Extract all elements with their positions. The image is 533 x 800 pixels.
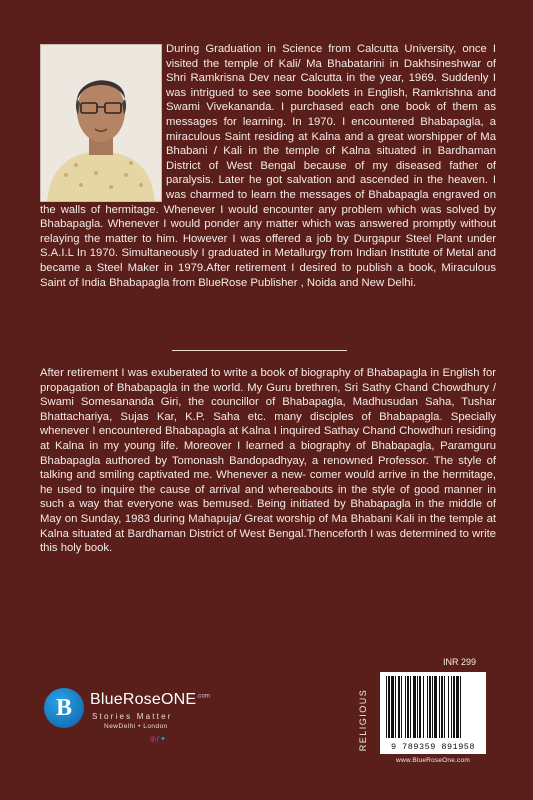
barcode-bar xyxy=(434,676,437,738)
barcode-bar xyxy=(444,676,445,738)
barcode-bar xyxy=(456,676,459,738)
barcode-bar xyxy=(386,676,387,738)
paragraph-2: After retirement I was exuberated to write a book of biography of Bhabapagla in English for propagation of Bhabapagla in the world. My Guru brethren, Sri Sathy Chand Chowdhury / Swami Somesananda Giri, the councillor of Bhabapagla, Madhusudan Saha, Tushar Bhattachariya, Sujas Kar, K.P. Saha etc. many disciples of Bhabapagla. Specially whenever I encountered Bhabapagla at Kalna I inquired Sathay Chand Chowdhuri residing at Kalna in my young life. Moreover I learned a biography of Bhabapagla, Paramguru Bhabapagla authored by Tomonash Bandopadhyay, a renowned Professor. The style of talking and smiling captivated me. Whenever a new- comer would arrive in the hermitage, he used to inquire the cause of arrival and whereabouts in the style of good manner in such a way that everyone was bemused. Being initiated by Bhabapagla in the middle of May on Sunday, 1983 during Mahapuja/ Great worship of Ma Bhabani Kali in the temple at Kalna situated at Bardhaman District of West Bengal.Thenceforth I was determined to write this holy book. xyxy=(40,367,496,555)
barcode-bar xyxy=(405,676,406,738)
instagram-icon: ◎ xyxy=(150,736,157,743)
barcode-bar xyxy=(429,676,431,738)
barcode-bar xyxy=(391,676,394,738)
publisher-tagline: Stories Matter xyxy=(92,712,173,721)
barcode-bar xyxy=(448,676,449,738)
author-portrait-image xyxy=(41,45,161,201)
barcode-bar xyxy=(439,676,440,738)
barcode-bar xyxy=(407,676,409,738)
section-divider xyxy=(172,350,347,351)
barcode-bar xyxy=(427,676,428,738)
barcode-bars xyxy=(384,676,482,738)
barcode-bar xyxy=(423,676,424,738)
barcode-bar xyxy=(398,676,400,738)
barcode-bar xyxy=(441,676,443,738)
publisher-dotcom: .com xyxy=(196,693,211,700)
publisher-locations: NewDelhi • London xyxy=(104,723,168,730)
barcode-bar xyxy=(401,676,402,738)
barcode-bar xyxy=(432,676,433,738)
genre-text: RELIGIOUS xyxy=(358,688,368,751)
bluerose-logo-icon xyxy=(44,688,84,728)
barcode-bar xyxy=(451,676,452,738)
isbn-barcode xyxy=(380,672,486,754)
twitter-icon: ✦ xyxy=(160,736,166,743)
paragraph-1-text: During Graduation in Science from Calcutta University, once I visited the temple of Kali/ Ma Bhabatarini in Dakhsineshwar of Shri Ramkrisna Dev near Calcutta in the year, 1969. Suddenly I was intrigued to see some booklets in English, Ramkrishna and Swami Vivekananda. I purchased each one book of them as messages for learning. In 1970. I encountered Bhabapagla, a miraculous Saint residing at Kalna and a great worshipper of Ma Bhabani / Kali in the temple of Kalna situated in Bardhaman District of West Bengal because of my diseased father of paralysis. Later he got salvation and ascended in the heaven. I was charmed to learn the messages of Bhabapagla engraved on the walls of hermitage. Whenever I would encounter any problem which was solved by Bhabapagla. Whenever I would ponder any matter which was answered promptly without relaying the matter to him. However I was offered a job by Durgapur Steel Plant under S.A.I.L In 1970. Simultaneously I graduated in Metallurgy from Indian Institute of Metal and became a Steel Maker in 1979.After retirement I desired to publish a book, Miraculous Saint of India Bhabapagla from BlueRose Publisher , Noida and New Delhi. xyxy=(40,43,496,289)
barcode-bar xyxy=(388,676,390,738)
barcode-bar xyxy=(419,676,421,738)
social-icons xyxy=(150,735,166,743)
website-url: www.BlueRoseOne.com xyxy=(396,757,470,764)
publisher-name-main: BlueRose xyxy=(90,691,161,708)
barcode-bar xyxy=(413,676,416,738)
publisher-name xyxy=(90,691,210,709)
genre-label xyxy=(355,672,371,767)
logo-letter: B xyxy=(55,695,72,721)
isbn-digits: 9 789359 891958 xyxy=(390,742,475,752)
barcode-bar xyxy=(417,676,418,738)
price-label: INR 299 xyxy=(443,657,477,667)
facebook-icon: ƒ xyxy=(156,736,161,743)
author-photo xyxy=(40,44,162,202)
barcode-bar xyxy=(460,676,461,738)
barcode-bar xyxy=(395,676,396,738)
barcode-bar xyxy=(410,676,411,738)
publisher-name-suffix: ONE xyxy=(160,691,197,708)
barcode-bar xyxy=(453,676,455,738)
